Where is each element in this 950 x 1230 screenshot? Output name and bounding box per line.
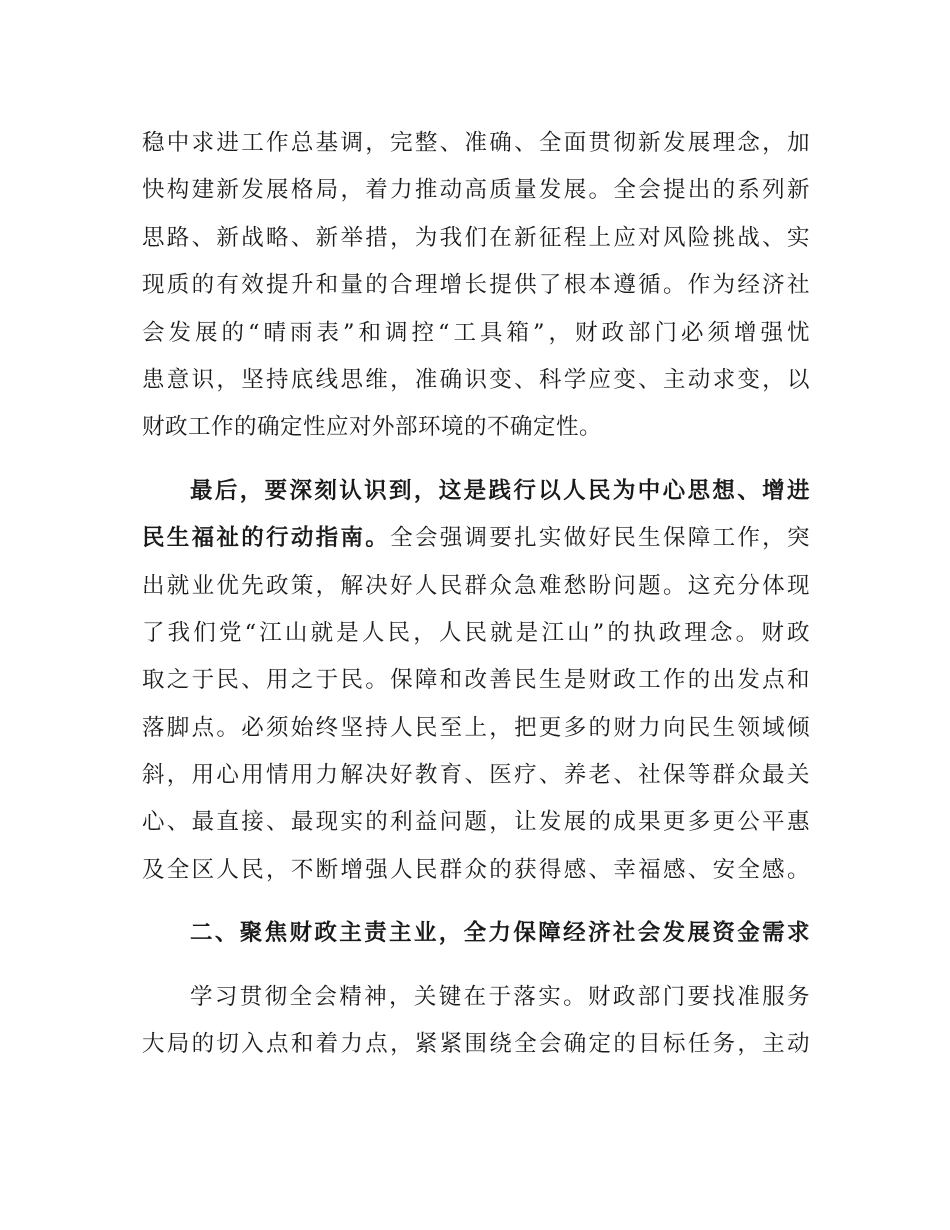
text-line: 斜，用心用情用力解决好教育、医疗、养老、社保等群众最关 <box>142 762 810 789</box>
paragraph-2 <box>142 468 810 895</box>
text-line: 快构建新发展格局，着力推动高质量发展。全会提出的系列新 <box>142 177 810 204</box>
text-line: 现质的有效提升和量的合理增长提供了根本遵循。作为经济社 <box>142 272 810 299</box>
bold-lead-sentence: 最后，要深刻认识到，这是践行以人民为中心思想、增进 <box>190 477 810 504</box>
bold-lead-sentence-end: 民生福祉的行动指南。 <box>142 525 391 552</box>
paragraph-3 <box>142 974 810 1069</box>
text-line: 心、最直接、最现实的利益问题，让发展的成果更多更公平惠 <box>142 809 810 836</box>
document-page <box>142 120 810 1068</box>
text-segment: 全会强调要扎实做好民生保障工作，突 <box>390 525 810 552</box>
section-heading: 二、聚焦财政主责主业，全力保障经济社会发展资金需求 <box>190 920 810 947</box>
text-line: 财政工作的确定性应对外部环境的不确定性。 <box>142 414 603 441</box>
text-line: 思路、新战略、新举措，为我们在新征程上应对风险挑战、实 <box>142 224 810 251</box>
text-line: 了我们党“江山就是人民，人民就是江山”的执政理念。财政 <box>142 619 810 646</box>
text-line: 患意识，坚持底线思维，准确识变、科学应变、主动求变，以 <box>142 366 810 393</box>
text-line: 取之于民、用之于民。保障和改善民生是财政工作的出发点和 <box>142 667 810 694</box>
text-line-mixed <box>142 515 810 562</box>
paragraph-1 <box>142 120 810 452</box>
text-line: 落脚点。必须始终坚持人民至上，把更多的财力向民生领域倾 <box>142 714 810 741</box>
text-line: 出就业优先政策，解决好人民群众急难愁盼问题。这充分体现 <box>142 572 810 599</box>
text-line: 学习贯彻全会精神，关键在于落实。财政部门要找准服务 <box>190 983 810 1010</box>
text-line: 稳中求进工作总基调，完整、准确、全面贯彻新发展理念，加 <box>142 130 810 156</box>
text-line: 会发展的“晴雨表”和调控“工具箱”，财政部门必须增强忧 <box>142 319 810 346</box>
text-line: 及全区人民，不断增强人民群众的获得感、幸福感、安全感。 <box>142 856 810 883</box>
text-line: 大局的切入点和着力点，紧紧围绕全会确定的目标任务，主动 <box>142 1031 810 1058</box>
